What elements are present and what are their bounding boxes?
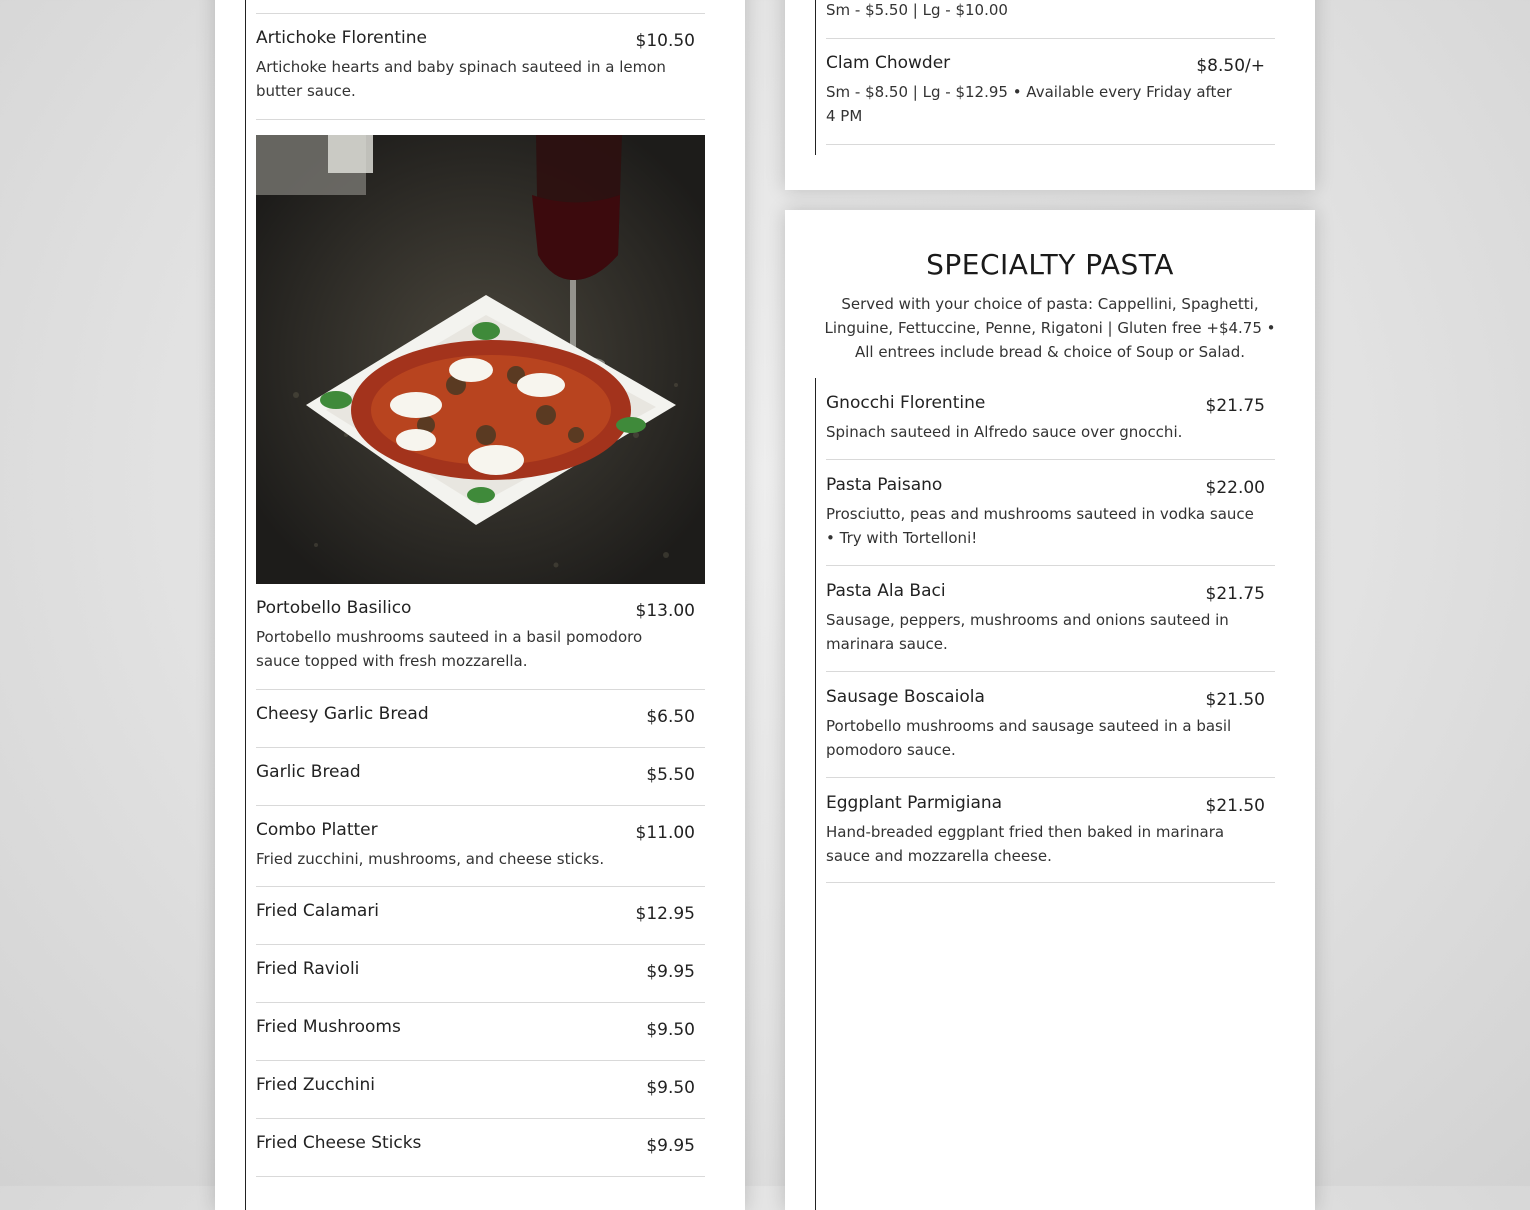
section-rule — [815, 0, 816, 155]
item-description: Fried zucchini, mushrooms, and cheese sticks. — [256, 850, 605, 868]
item-price: $21.50 — [1205, 690, 1265, 710]
soups-panel — [785, 0, 1315, 190]
item-price: $9.95 — [646, 1136, 695, 1156]
item-name: Fried Cheese Sticks — [256, 1133, 422, 1153]
divider — [256, 689, 705, 690]
divider — [826, 671, 1275, 672]
divider — [256, 119, 705, 120]
item-name: Artichoke Florentine — [256, 28, 428, 48]
item-name: Fried Mushrooms — [256, 1017, 401, 1037]
item-description: Sm - $8.50 | Lg - $12.95 • Available every Friday after 4 PM — [826, 83, 1232, 125]
appetizers-panel — [215, 0, 745, 1210]
item-price: $9.95 — [646, 962, 695, 982]
divider — [256, 805, 705, 806]
item-price: $21.50 — [1205, 796, 1265, 816]
item-description: Sm - $5.50 | Lg - $10.00 — [826, 1, 1008, 19]
divider — [826, 459, 1275, 460]
divider — [826, 777, 1275, 778]
divider — [826, 565, 1275, 566]
item-price: $6.50 — [646, 707, 695, 727]
item-price: $13.00 — [635, 601, 695, 621]
divider — [256, 1176, 705, 1177]
divider — [826, 882, 1275, 883]
divider — [826, 144, 1275, 145]
specialty-pasta-panel — [785, 210, 1315, 1210]
item-price: $9.50 — [646, 1078, 695, 1098]
item-description: Portobello mushrooms sauteed in a basil pomodoro sauce topped with fresh mozzarella. — [256, 628, 643, 670]
item-name: Combo Platter — [256, 820, 378, 840]
item-price: $12.95 — [635, 904, 695, 924]
item-description: Sausage, peppers, mushrooms and onions sauteed in marinara sauce. — [826, 611, 1229, 653]
item-price: $10.50 — [635, 31, 695, 51]
item-name: Fried Calamari — [256, 901, 380, 921]
item-name: Cheesy Garlic Bread — [256, 704, 429, 724]
item-description: Portobello mushrooms and sausage sauteed in a basil pomodoro sauce. — [826, 717, 1232, 759]
item-name: Eggplant Parmigiana — [826, 793, 1003, 813]
item-name: Pasta Ala Baci — [826, 581, 946, 601]
divider — [256, 944, 705, 945]
item-name: Portobello Basilico — [256, 598, 412, 618]
item-description: Artichoke hearts and baby spinach sauteed in a lemon butter sauce. — [256, 58, 666, 100]
item-price: $5.50 — [646, 765, 695, 785]
section-title: SPECIALTY PASTA — [926, 248, 1174, 281]
divider — [256, 1118, 705, 1119]
item-name: Fried Ravioli — [256, 959, 360, 979]
section-rule — [815, 378, 816, 1210]
item-description: Prosciutto, peas and mushrooms sauteed in vodka sauce • Try with Tortelloni! — [826, 505, 1254, 547]
item-name: Gnocchi Florentine — [826, 393, 986, 413]
section-rule — [245, 0, 246, 1210]
pasta-dish-image — [256, 135, 705, 584]
divider — [256, 13, 705, 14]
section-intro: Served with your choice of pasta: Cappellini, Spaghetti, Linguine, Fettuccine, Penne, Rigatoni | Gluten free +$4.75 • All entrees include bread & choice of Soup or Salad. — [824, 295, 1276, 361]
item-price: $21.75 — [1205, 396, 1265, 416]
food-photo — [256, 135, 705, 584]
item-price: $11.00 — [635, 823, 695, 843]
item-price: $9.50 — [646, 1020, 695, 1040]
divider — [256, 886, 705, 887]
item-name: Pasta Paisano — [826, 475, 943, 495]
item-description: Spinach sauteed in Alfredo sauce over gnocchi. — [826, 423, 1183, 441]
item-price: $22.00 — [1205, 478, 1265, 498]
divider — [256, 1060, 705, 1061]
divider — [256, 747, 705, 748]
item-name: Garlic Bread — [256, 762, 361, 782]
divider — [256, 1002, 705, 1003]
item-price: $8.50/+ — [1196, 56, 1265, 76]
item-name: Sausage Boscaiola — [826, 687, 985, 707]
item-description: Hand-breaded eggplant fried then baked in marinara sauce and mozzarella cheese. — [826, 823, 1225, 865]
item-name: Clam Chowder — [826, 53, 951, 73]
item-price: $21.75 — [1205, 584, 1265, 604]
item-name: Fried Zucchini — [256, 1075, 376, 1095]
divider — [826, 38, 1275, 39]
